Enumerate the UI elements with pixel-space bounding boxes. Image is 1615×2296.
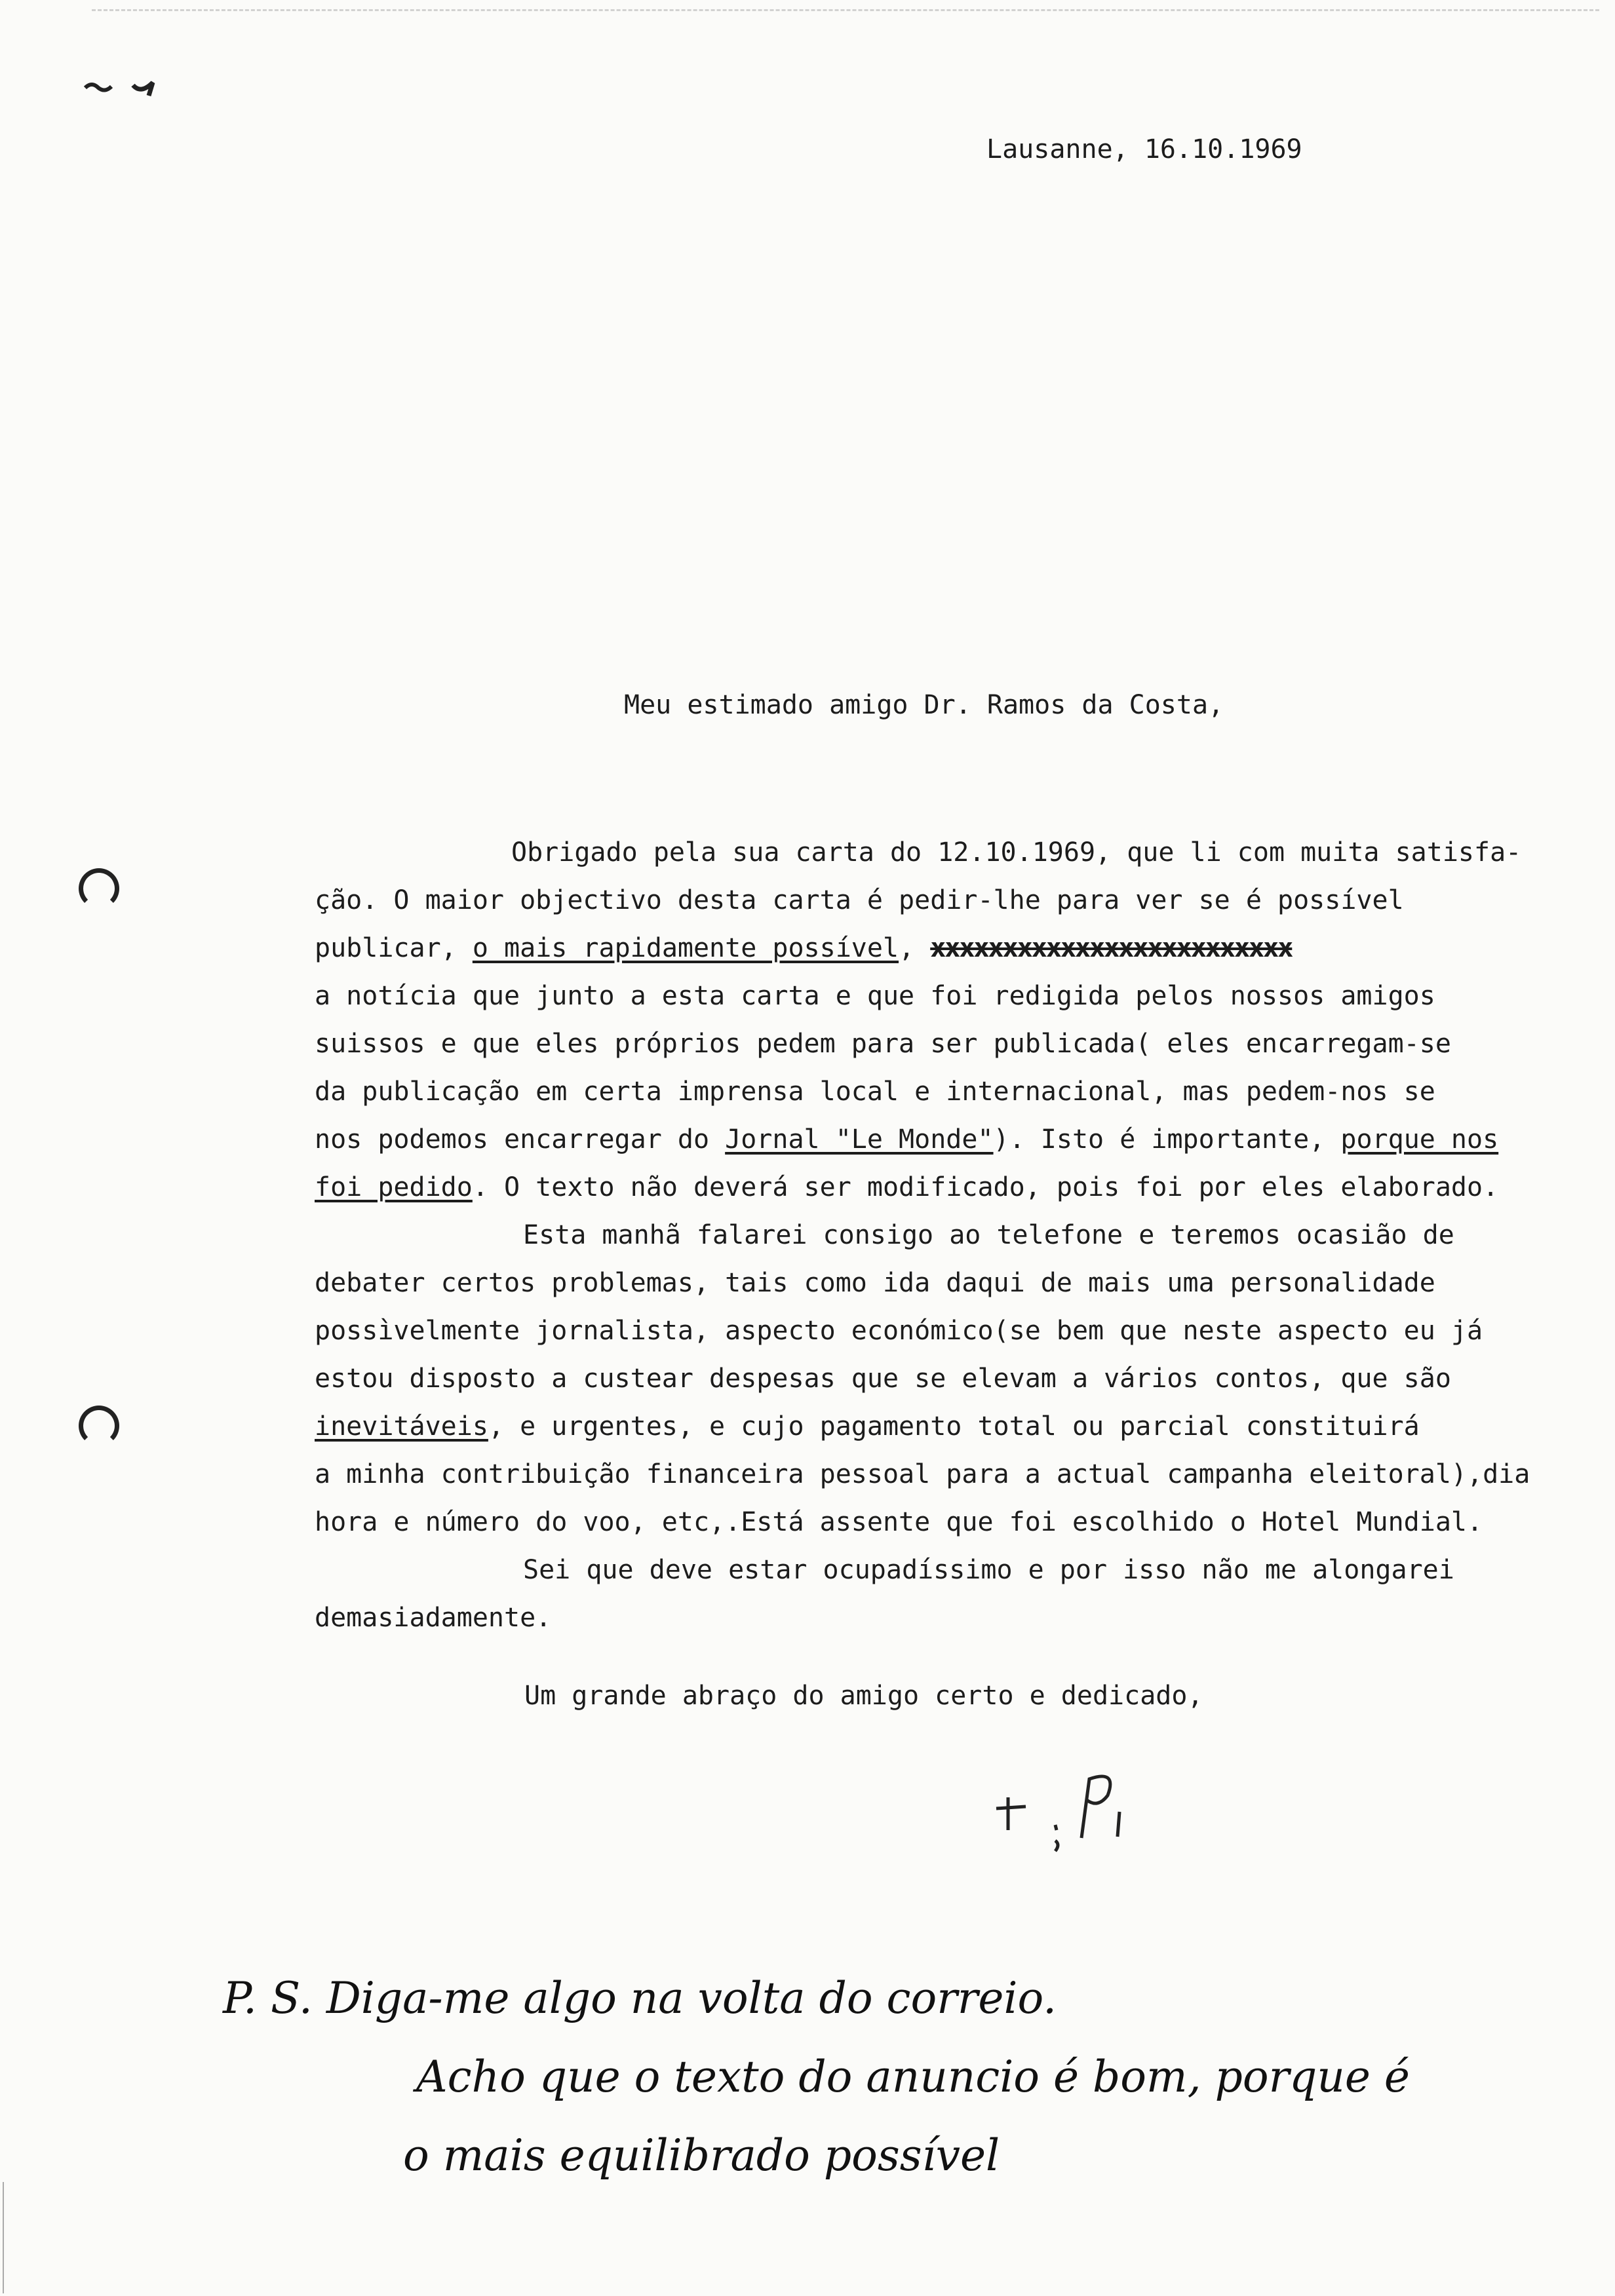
handwritten-postscript [223,1959,1501,2195]
corner-scribble-mark [82,73,167,106]
body-line: a notícia que junto a esta carta e que foi redigida pelos nossos amigos [315,981,1435,1011]
salutation: Meu estimado amigo Dr. Ramos da Costa, [624,690,1224,720]
underlined-phrase: o mais rapidamente possível [472,933,899,963]
body-line: hora e número do voo, etc,.Está assente que foi escolhido o Hotel Mundial. [315,1507,1483,1537]
struck-out-text: xxxxxxxxxxxxxxxxxxxxxxxxx [930,933,1293,963]
body-line: possìvelmente jornalista, aspecto económico(se bem que neste aspecto eu já [315,1316,1483,1346]
underlined-phrase: foi pedido [315,1172,473,1202]
body-line: demasiadamente. [315,1603,552,1633]
postscript-line: o mais equilibrado possível [403,2130,1000,2181]
body-line: ção. O maior objectivo desta carta é pedir-lhe para ver se é possível [315,885,1404,915]
handwritten-signature [977,1759,1173,1858]
body-line: da publicação em certa imprensa local e internacional, mas pedem-nos se [315,1077,1435,1107]
closing-line: Um grande abraço do amigo certo e dedicado, [524,1681,1203,1711]
letter-body [315,829,1560,1642]
underlined-newspaper-name: Jornal "Le Monde" [725,1124,994,1155]
body-line: Esta manhã falarei consigo ao telefone e teremos ocasião de [523,1220,1454,1250]
body-line: suissos e que eles próprios pedem para ser publicada( eles encarregam-se [315,1029,1451,1059]
body-line: publicar, o mais rapidamente possível, xxxxxxxxxxxxxxxxxxxxxxxxx [315,933,1293,963]
underlined-word: inevitáveis [315,1411,488,1442]
body-line: Obrigado pela sua carta do 12.10.1969, que li com muita satisfa- [511,837,1522,868]
body-line: debater certos problemas, tais como ida daqui de mais uma personalidade [315,1268,1435,1298]
punch-hole-bottom [79,1406,119,1446]
underlined-phrase: porque nos [1340,1124,1499,1155]
body-line: inevitáveis, e urgentes, e cujo pagamento total ou parcial constituirá [315,1411,1420,1442]
place-date: Lausanne, 16.10.1969 [986,134,1302,164]
body-line: foi pedido. O texto não deverá ser modificado, pois foi por eles elaborado. [315,1172,1499,1202]
scan-left-edge [3,2182,4,2293]
body-line: estou disposto a custear despesas que se elevam a vários contos, que são [315,1364,1451,1394]
body-line: nos podemos encarregar do Jornal "Le Monde"). Isto é importante, porque nos [315,1124,1499,1155]
punch-hole-top [79,868,119,909]
scan-top-edge [92,9,1599,15]
body-line: a minha contribuição financeira pessoal para a actual campanha eleitoral),dia [315,1459,1530,1489]
body-line: Sei que deve estar ocupadíssimo e por isso não me alongarei [523,1555,1454,1585]
postscript-line: P. S. Diga-me algo na volta do correio. [223,1973,1057,2023]
postscript-line: Acho que o texto do anuncio é bom, porque é [416,2052,1410,2102]
